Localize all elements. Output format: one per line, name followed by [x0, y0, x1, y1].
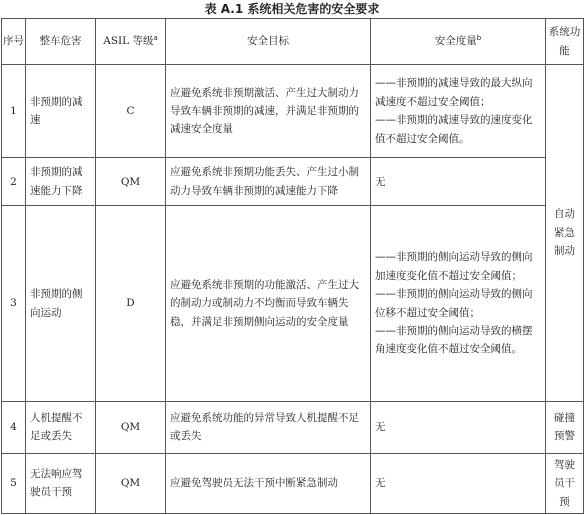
measure-item: 无 [375, 175, 386, 188]
table-row [2, 206, 584, 401]
row-goal: 应避免系统非预期功能丢失、产生过小制动力导致车辆非预期的减速能力下降 [166, 158, 371, 206]
measure-item: ——非预期的减速导致的最大纵向减速度不超过安全阈值； [375, 77, 533, 108]
table-row [2, 65, 584, 158]
row-measure [371, 401, 546, 453]
function-fcw: 碰撞预警 [546, 401, 584, 453]
row-no: 1 [2, 65, 26, 158]
function-driver-intervention: 驾驶员干预 [546, 453, 584, 513]
row-no: 5 [2, 453, 26, 513]
header-asil-note: a [153, 34, 158, 43]
header-goal: 安全目标 [166, 19, 371, 65]
row-no: 2 [2, 158, 26, 206]
measure-item: ——非预期的侧向运动导致的侧向加速度变化值不超过安全阈值； [375, 251, 533, 282]
row-asil: QM [96, 401, 166, 453]
row-hazard: 非预期的减速能力下降 [26, 158, 96, 206]
measure-item: ——非预期的减速导致的速度变化值不超过安全阈值。 [375, 114, 533, 145]
row-asil: QM [96, 453, 166, 513]
row-asil: QM [96, 158, 166, 206]
measure-item: ——非预期的侧向运动导致的横摆角速度变化值不超过安全阈值。 [375, 324, 533, 356]
row-goal: 应避免系统功能的异常导致人机提醒不足或丢失 [166, 401, 371, 453]
row-asil: D [96, 206, 166, 401]
row-measure [371, 65, 546, 158]
row-measure [371, 158, 546, 206]
table-row [2, 401, 584, 453]
table-caption: 表 A.1 系统相关危害的安全要求 [204, 2, 380, 16]
row-hazard: 非预期的减速 [26, 65, 96, 158]
header-asil: ASIL 等级$^a$ [96, 19, 166, 65]
table-row [2, 158, 584, 206]
header-hazard: 整车危害 [26, 19, 96, 65]
table-row [2, 453, 584, 513]
row-asil: C [96, 65, 166, 158]
safety-requirements-table [1, 18, 584, 514]
header-row [2, 19, 584, 65]
row-measure [371, 453, 546, 513]
measure-item: 无 [375, 477, 386, 490]
row-goal: 应避免系统非预期激活、产生过大制动力导致车辆非预期的减速，并满足非预期的减速安全度量 [166, 65, 371, 158]
function-aeb: 自动紧急制动 [546, 65, 584, 402]
row-no: 3 [2, 206, 26, 401]
measure-item: 无 [375, 421, 386, 434]
header-no: 序号 [2, 19, 26, 65]
row-goal: 应避免驾驶员无法干预中断紧急制动 [166, 453, 371, 513]
row-hazard: 人机提醒不足或丢失 [26, 401, 96, 453]
row-hazard: 无法响应驾驶员干预 [26, 453, 96, 513]
row-no: 4 [2, 401, 26, 453]
header-function: 系统功能 [546, 19, 584, 65]
row-hazard: 非预期的侧向运动 [26, 206, 96, 401]
row-measure [371, 206, 546, 401]
row-goal: 应避免系统非预期的功能激活、产生过大的制动力或制动力不均衡而导致车辆失稳，并满足非预期侧向运动的安全度量 [166, 206, 371, 401]
measure-item: ——非预期的侧向运动导致的侧向位移不超过安全阈值； [375, 288, 533, 319]
header-measure-note: b [476, 34, 482, 43]
header-measure: 安全度量$^b$ [371, 19, 546, 65]
